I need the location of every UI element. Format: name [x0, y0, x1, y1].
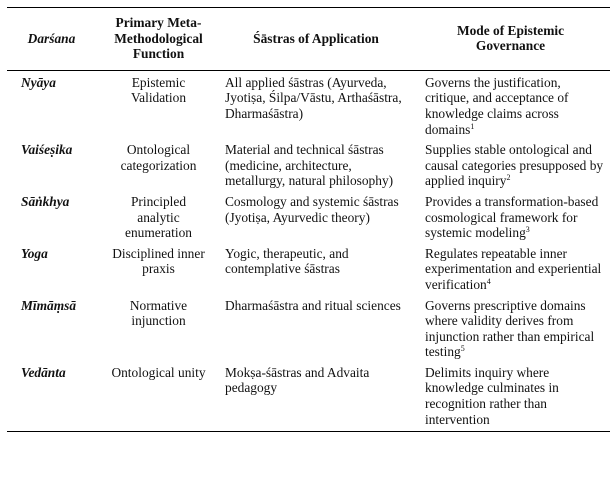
governance-cell	[411, 363, 610, 432]
table-row	[7, 140, 610, 192]
governance-cell	[411, 244, 610, 296]
governance-text: Regulates repeatable inner experimentation and experiential verification	[425, 245, 602, 292]
governance-cell	[411, 70, 610, 140]
table-body	[7, 70, 610, 431]
header-function: Primary Meta-Methodological Function	[114, 15, 203, 62]
function-cell: Ontological unity	[111, 364, 206, 380]
footnote-marker: 1	[470, 121, 475, 131]
governance-cell	[411, 296, 610, 363]
footnote-marker: 3	[525, 225, 530, 235]
application-cell: Yogic, therapeutic, and contemplative śāstras	[225, 245, 349, 277]
table-row	[7, 70, 610, 140]
table-row	[7, 192, 610, 244]
footnote-marker: 5	[460, 344, 465, 354]
table-row	[7, 363, 610, 432]
application-cell: All applied śāstras (Ayurveda, Jyotiṣa, Śilpa/Vāstu, Arthaśāstra, Dharmaśāstra)	[225, 74, 402, 121]
governance-text: Supplies stable ontological and causal categories presupposed by applied inquiry	[425, 142, 604, 189]
application-cell: Mokṣa-śāstras and Advaita pedagogy	[225, 364, 370, 396]
darsana-cell: Sāṅkhya	[21, 193, 70, 209]
darsana-cell: Vedānta	[21, 364, 66, 380]
function-cell: Disciplined inner praxis	[112, 245, 205, 277]
governance-cell	[411, 192, 610, 244]
application-cell: Material and technical śāstras (medicine, architecture, metallurgy, natural philosophy)	[225, 142, 394, 189]
footnote-marker: 4	[486, 276, 491, 286]
governance-cell	[411, 140, 610, 192]
governance-text: Governs the justification, critique, and acceptance of knowledge claims across domains	[425, 74, 569, 137]
table-row	[7, 296, 610, 363]
darsana-cell: Nyāya	[21, 74, 56, 90]
application-cell: Dharmaśāstra and ritual sciences	[225, 297, 401, 313]
header-application: Śāstras of Application	[253, 30, 379, 46]
darsana-cell: Mīmāṃsā	[21, 297, 77, 313]
governance-text: Provides a transformation-based cosmological framework for systemic modeling	[425, 193, 599, 241]
header-row	[7, 8, 610, 71]
footnote-marker: 2	[506, 173, 511, 183]
governance-text: Governs prescriptive domains where validity derives from injunction rather than empirical testing	[425, 297, 595, 360]
table-header	[7, 8, 610, 71]
header-governance: Mode of Epistemic Governance	[456, 22, 565, 54]
header-darsana: Darśana	[27, 30, 76, 46]
table-row	[7, 244, 610, 296]
governance-text: Delimits inquiry where knowledge culminates in recognition rather than intervention	[425, 364, 559, 427]
function-cell: Normative injunction	[129, 297, 188, 329]
darsana-table	[7, 7, 610, 432]
darsana-cell: Vaiśeṣika	[21, 142, 73, 158]
function-cell: Ontological categorization	[120, 142, 197, 173]
function-cell: Epistemic Validation	[130, 74, 187, 106]
application-cell: Cosmology and systemic śāstras (Jyotiṣa, Ayurvedic theory)	[225, 193, 399, 225]
darsana-cell: Yoga	[21, 245, 48, 261]
function-cell: Principled analytic enumeration	[125, 193, 192, 241]
